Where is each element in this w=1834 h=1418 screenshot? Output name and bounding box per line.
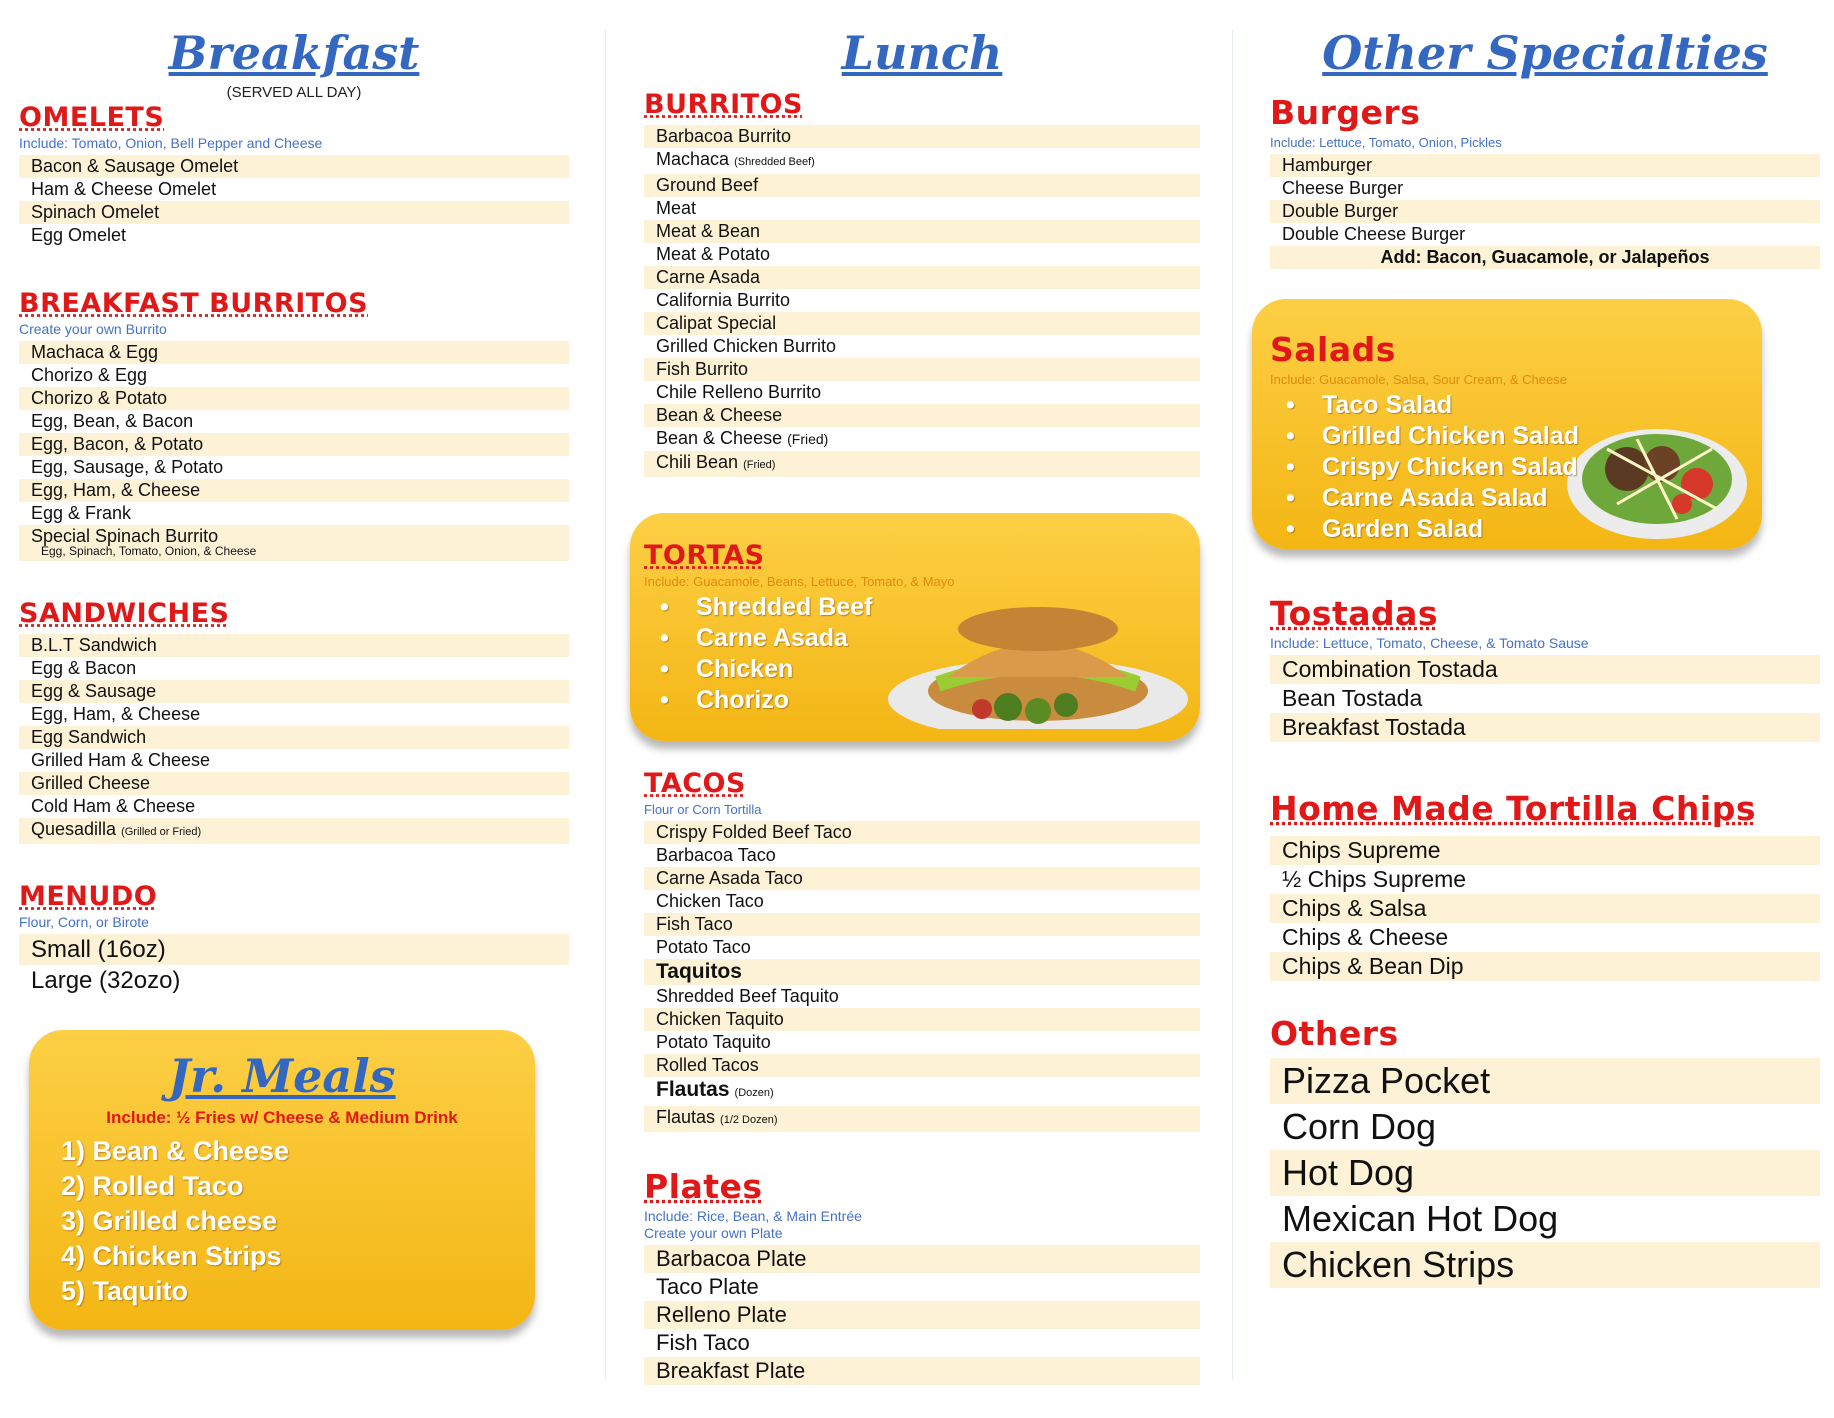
tacos-section <box>644 767 1200 1132</box>
jr-meal-item: 1) Bean & Cheese <box>61 1136 290 1166</box>
chips-section <box>1270 788 1820 981</box>
jr-meal-item: 2) Rolled Taco <box>61 1171 244 1201</box>
menu-item: B.L.T Sandwich <box>19 634 569 657</box>
salad-item: • Crispy Chicken Salad <box>1286 453 1578 481</box>
chili-bean-label: Chili Bean <box>656 452 739 472</box>
salad-item: • Carne Asada Salad <box>1286 484 1548 512</box>
taquitos-subheading: Taquitos <box>644 959 1200 985</box>
menu-item: Hamburger <box>1270 154 1820 177</box>
menu-item <box>644 451 1200 477</box>
menu-item: Egg, Ham, & Cheese <box>31 704 201 724</box>
plates-create-note: Create your own Plate <box>644 1225 783 1241</box>
menu-item: Chips Supreme <box>1270 836 1820 865</box>
menu-item <box>644 1077 1200 1106</box>
column-divider-1 <box>605 30 606 1380</box>
menu-item: Small (16oz) <box>19 934 569 965</box>
quesadilla-note: (Grilled or Fried) <box>121 826 202 838</box>
menu-item: Breakfast Plate <box>644 1357 1200 1385</box>
lunch-title: Lunch <box>841 26 1003 80</box>
tortas-heading: TORTAS <box>644 540 765 571</box>
breakfast-burritos-section <box>19 287 569 561</box>
salads-heading: Salads <box>1270 330 1396 369</box>
burgers-heading: Burgers <box>1270 93 1421 132</box>
menu-item: Special Spinach Burrito <box>19 525 569 548</box>
menu-item: Bacon & Sausage Omelet <box>19 155 569 178</box>
plates-include: Include: Rice, Bean, & Main Entrée <box>644 1208 862 1224</box>
menu-item <box>19 818 569 844</box>
menu-item: Egg Omelet <box>31 225 127 245</box>
menu-item: Egg & Sausage <box>19 680 569 703</box>
salads-list <box>1270 390 1762 545</box>
breakfast-burritos-include: Create your own Burrito <box>19 321 167 337</box>
menu-item: Carne Asada <box>644 266 1200 289</box>
menu-item: Egg & Bacon <box>31 658 137 678</box>
chips-list <box>1270 836 1820 981</box>
served-all-day-note: (SERVED ALL DAY) <box>226 84 362 101</box>
menu-item: Cold Ham & Cheese <box>31 796 196 816</box>
menu-item: Chicken Taquito <box>644 1008 1200 1031</box>
tortas-box <box>630 513 1200 741</box>
menu-item: Fish Taco <box>644 913 1200 936</box>
menu-item: California Burrito <box>656 290 791 310</box>
plates-section <box>644 1166 1200 1385</box>
burritos-list <box>644 125 1200 477</box>
jr-meals-include: Include: ½ Fries w/ Cheese & Medium Drink <box>106 1108 458 1127</box>
specialties-title: Other Specialties <box>1322 26 1768 80</box>
column-divider-2 <box>1232 30 1233 1380</box>
salad-item: • Taco Salad <box>1286 391 1453 419</box>
menu-item: Hot Dog <box>1270 1150 1820 1196</box>
torta-item: • Chicken <box>660 655 794 683</box>
omelets-heading: OMELETS <box>19 102 165 133</box>
salads-include: Include: Guacamole, Salsa, Sour Cream, & Cheese <box>1270 372 1567 387</box>
menu-item: Grilled Ham & Cheese <box>31 750 211 770</box>
tostadas-section <box>1270 593 1820 742</box>
omelets-list <box>19 155 569 247</box>
menu-item: Rolled Tacos <box>644 1054 1200 1077</box>
burgers-list <box>1270 154 1820 269</box>
menu-item: Barbacoa Plate <box>644 1245 1200 1273</box>
menu-item: Chorizo & Potato <box>19 387 569 410</box>
menu-item: Chips & Cheese <box>1282 924 1449 950</box>
menu-item: Chips & Bean Dip <box>1270 952 1820 981</box>
menu-item: Taco Plate <box>656 1274 759 1299</box>
menu-item: Chicken Taco <box>656 891 764 911</box>
menudo-list <box>19 934 569 996</box>
tostadas-heading: Tostadas <box>1270 594 1439 633</box>
menu-item: Potato Taquito <box>656 1032 771 1052</box>
menu-item: Shredded Beef Taquito <box>656 986 839 1006</box>
menu-item: Chips & Salsa <box>1270 894 1820 923</box>
menu-item <box>644 1106 1200 1132</box>
menu-item: Grilled Cheese <box>19 772 569 795</box>
salad-item: • Grilled Chicken Salad <box>1286 422 1580 450</box>
menu-item: Pizza Pocket <box>1270 1058 1820 1104</box>
jr-meal-item: 5) Taquito <box>61 1276 188 1306</box>
tostadas-list <box>1270 655 1820 742</box>
menu-item: Egg, Ham, & Cheese <box>19 479 569 502</box>
others-list <box>1270 1058 1820 1288</box>
menu-item: Barbacoa Taco <box>656 845 776 865</box>
menu-item: Meat & Potato <box>656 244 771 264</box>
menu-item: Chorizo & Egg <box>31 365 148 385</box>
menudo-heading: MENUDO <box>19 881 158 912</box>
menu-item: Ground Beef <box>644 174 1200 197</box>
menu-item: Relleno Plate <box>644 1301 1200 1329</box>
sandwiches-list <box>19 634 569 844</box>
jr-meals-title: Jr. Meals <box>168 1049 396 1103</box>
bean-cheese-fried-note: (Fried) <box>787 431 829 447</box>
omelets-include: Include: Tomato, Onion, Bell Pepper and Cheese <box>19 135 323 151</box>
menu-item: ½ Chips Supreme <box>1282 866 1467 892</box>
menu-item: Spinach Omelet <box>19 201 569 224</box>
machaca-label: Machaca <box>656 149 730 169</box>
sandwiches-heading: SANDWICHES <box>19 598 230 629</box>
burritos-section <box>644 88 1200 477</box>
jr-meal-item: 4) Chicken Strips <box>61 1241 282 1271</box>
tostadas-include: Include: Lettuce, Tomato, Cheese, & Tomato Sause <box>1270 635 1589 651</box>
torta-photo <box>888 599 1188 729</box>
sandwiches-section <box>19 597 569 844</box>
menu-item: Egg, Bacon, & Potato <box>19 433 569 456</box>
menu-item: Grilled Chicken Burrito <box>656 336 837 356</box>
tacos-heading: TACOS <box>644 768 746 799</box>
quesadilla-label: Quesadilla <box>31 819 117 839</box>
menu-item: Meat <box>656 198 697 218</box>
flautas-half-note: (1/2 Dozen) <box>720 1114 778 1126</box>
jr-meals-list <box>29 1134 535 1309</box>
omelets-section <box>19 101 569 247</box>
menu-item: Combination Tostada <box>1270 655 1820 684</box>
specialties-column <box>1270 0 1820 1288</box>
chips-heading: Home Made Tortilla Chips <box>1270 789 1756 828</box>
menu-item: Calipat Special <box>644 312 1200 335</box>
tacos-list <box>644 821 1200 1132</box>
flautas-note: (Dozen) <box>734 1087 774 1099</box>
menu-item: Crispy Folded Beef Taco <box>644 821 1200 844</box>
lunch-column <box>644 0 1200 1385</box>
torta-item: • Chorizo <box>660 686 790 714</box>
breakfast-burritos-list <box>19 341 569 561</box>
menu-item: Cheese Burger <box>1282 178 1404 198</box>
menu-item: Large (32ozo) <box>31 967 181 994</box>
burgers-section <box>1270 92 1820 269</box>
plates-list <box>644 1245 1200 1385</box>
burgers-include: Include: Lettuce, Tomato, Onion, Pickles <box>1270 135 1502 150</box>
menu-item: Fish Burrito <box>644 358 1200 381</box>
menu-item: Ham & Cheese Omelet <box>31 179 217 199</box>
jr-meal-item: 3) Grilled cheese <box>61 1206 278 1236</box>
menu-item: Chicken Strips <box>1270 1242 1820 1288</box>
menu-item: Fish Taco <box>656 1330 750 1355</box>
special-spinach-burrito <box>19 525 569 561</box>
menu-item: Egg & Frank <box>31 503 132 523</box>
torta-item: • Shredded Beef <box>660 593 873 621</box>
salad-item: • Garden Salad <box>1286 515 1484 543</box>
menu-item: Barbacoa Burrito <box>644 125 1200 148</box>
special-spinach-burrito-ingredients: Egg, Spinach, Tomato, Onion, & Cheese <box>41 544 257 558</box>
menu-item: Breakfast Tostada <box>1270 713 1820 742</box>
bean-cheese-fried-label: Bean & Cheese <box>656 428 783 448</box>
flautas-half-label: Flautas <box>656 1107 716 1127</box>
chili-bean-note: (Fried) <box>743 459 776 471</box>
menu-item: Double Burger <box>1270 200 1820 223</box>
flautas-label: Flautas <box>656 1078 730 1101</box>
menu-item: Double Cheese Burger <box>1282 224 1466 244</box>
menu-item: Bean & Cheese <box>644 404 1200 427</box>
torta-item: • Carne Asada <box>660 624 848 652</box>
menu-item <box>644 427 1200 451</box>
menu-item: Chile Relleno Burrito <box>656 382 822 402</box>
menudo-section <box>19 880 569 996</box>
machaca-note: (Shredded Beef) <box>734 156 815 168</box>
plates-heading: Plates <box>644 1167 763 1206</box>
jr-meals-box <box>29 1030 535 1330</box>
menu-item: Corn Dog <box>1282 1106 1437 1147</box>
tacos-include: Flour or Corn Tortilla <box>644 802 762 817</box>
breakfast-burritos-heading: BREAKFAST BURRITOS <box>19 288 369 319</box>
menu-item: Machaca & Egg <box>19 341 569 364</box>
menu-item: Carne Asada Taco <box>644 867 1200 890</box>
salads-box <box>1252 299 1762 549</box>
breakfast-column <box>19 0 569 1330</box>
menu-item: Egg Sandwich <box>19 726 569 749</box>
menudo-include: Flour, Corn, or Birote <box>19 914 149 930</box>
others-section <box>1270 1013 1820 1288</box>
burgers-add-ons: Add: Bacon, Guacamole, or Jalapeños <box>1270 246 1820 269</box>
menu-item: Bean Tostada <box>1282 685 1423 711</box>
breakfast-title: Breakfast <box>168 26 420 80</box>
menu-item: Egg, Sausage, & Potato <box>31 457 224 477</box>
menu-item: Potato Taco <box>656 937 751 957</box>
menu-item: Egg, Bean, & Bacon <box>31 411 194 431</box>
menu-item: Mexican Hot Dog <box>1282 1198 1559 1239</box>
others-heading: Others <box>1270 1014 1399 1053</box>
burritos-heading: BURRITOS <box>644 89 803 120</box>
menu-item <box>644 148 1200 174</box>
tortas-include: Include: Guacamole, Beans, Lettuce, Tomato, & Mayo <box>644 574 955 589</box>
menu-item: Meat & Bean <box>644 220 1200 243</box>
